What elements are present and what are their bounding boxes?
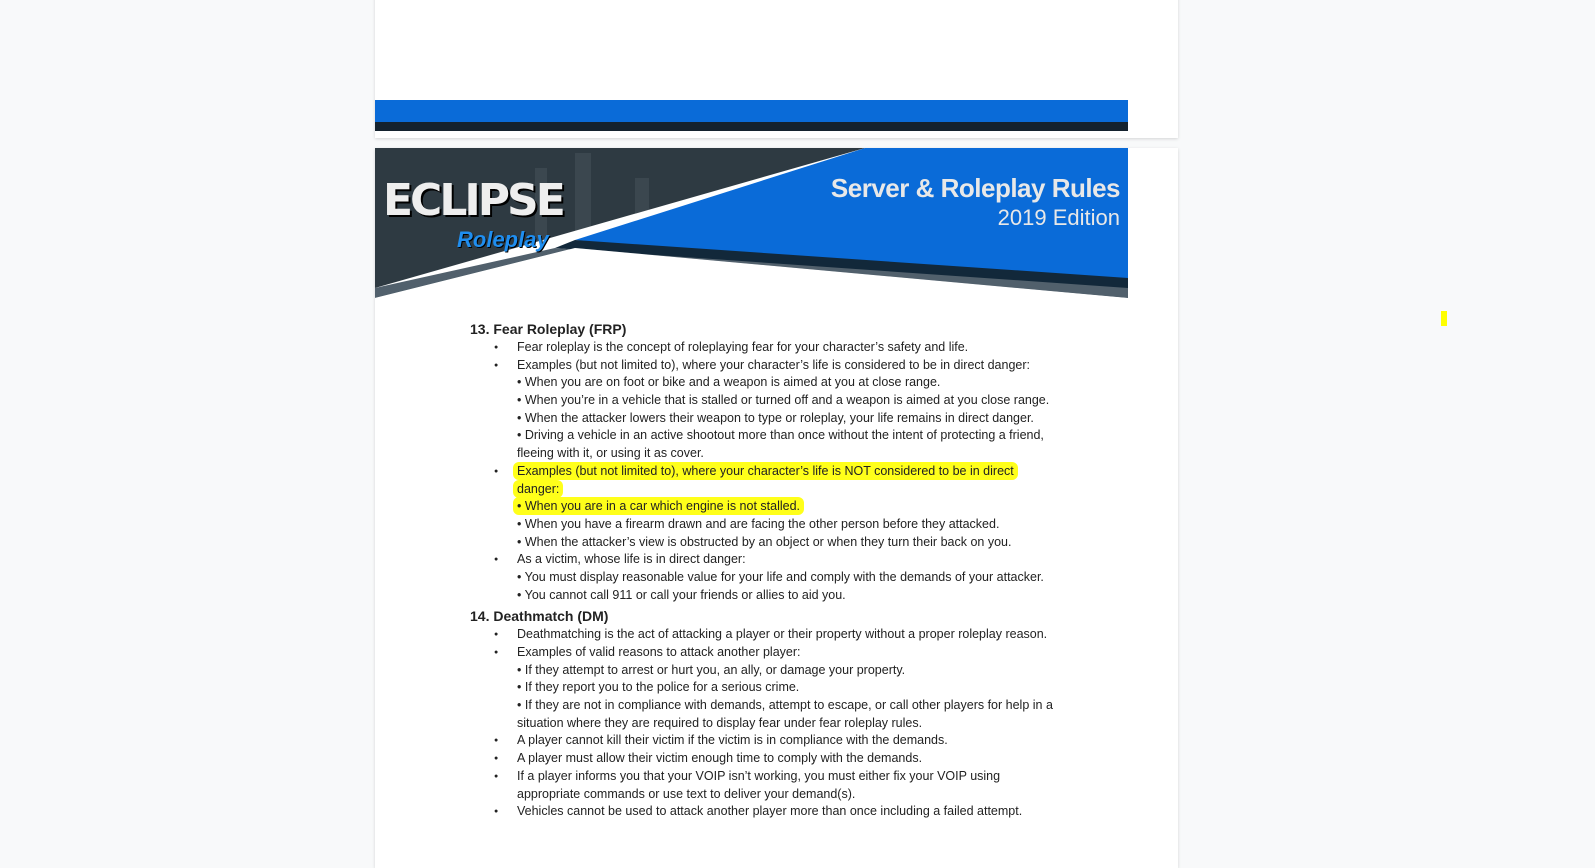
sub-item [470,516,1090,534]
footer-dark-bar [375,122,1128,131]
item-text: • When the attacker’s view is obstructed by an object or when they turn their back on you. [517,534,1012,549]
sub-item [470,715,1090,733]
item-text: • You must display reasonable value for your life and comply with the demands of your attacker. [517,569,1044,584]
sub-item [470,481,1090,499]
bullet-item [470,626,1090,644]
item-text: Vehicles cannot be used to attack another player more than once including a failed attempt. [517,804,1023,819]
logo: ECLIPSE [383,175,563,226]
logo-subtitle: Roleplay [457,227,549,252]
sub-item [470,534,1090,552]
bullet-item [470,644,1090,662]
item-text: Deathmatching is the act of attacking a player or their property without a proper roleplay reason. [517,627,1048,642]
item-text: A player must allow their victim enough time to comply with the demands. [517,751,923,766]
item-text: situation where they are required to display fear under fear roleplay rules. [517,715,923,730]
item-text: fleeing with it, or using it as cover. [517,446,704,461]
bullet-item [470,463,1090,481]
item-text: Examples (but not limited to), where your character’s life is NOT considered to be in direct [513,462,1018,480]
sub-item [470,374,1090,392]
sub-item [470,392,1090,410]
item-text: appropriate commands or use text to deliver your demand(s). [517,786,856,801]
sub-item [470,445,1090,463]
item-text: • When the attacker lowers their weapon to type or roleplay, your life remains in direct danger. [517,410,1034,425]
item-text: • You cannot call 911 or call your friends or allies to aid you. [517,587,846,602]
item-text: • If they report you to the police for a serious crime. [517,680,800,695]
sub-item [470,697,1090,715]
bullet-item [470,803,1090,821]
item-text: As a victim, whose life is in direct danger: [517,552,746,567]
sub-item [470,662,1090,680]
item-text: • When you have a firearm drawn and are facing the other person before they attacked. [517,516,1000,531]
sub-item [470,786,1090,804]
item-text: • If they are not in compliance with demands, attempt to escape, or call other players for help in a [517,698,1053,713]
item-text: Examples of valid reasons to attack another player: [517,645,801,659]
bullet-item [470,357,1090,375]
item-text: Examples (but not limited to), where your character’s life is considered to be in direct danger: [517,357,1030,372]
sub-item [470,569,1090,587]
document-page-1 [375,0,1178,138]
sub-item [470,587,1090,605]
document-edition: 2019 Edition [997,205,1120,230]
highlight-mark [1441,311,1447,326]
sub-item [470,498,1090,516]
bullet-item [470,339,1090,357]
item-text: A player cannot kill their victim if the victim is in compliance with the demands. [517,733,948,748]
sub-item [470,427,1090,445]
document-page-2 [375,148,1178,868]
item-text: • When you are on foot or bike and a weapon is aimed at you at close range. [517,375,941,390]
item-text: danger: [513,480,563,498]
section-heading: 13. Fear Roleplay (FRP) [470,321,627,337]
item-text: If a player informs you that your VOIP isn’t working, you must either fix your VOIP using [517,768,1001,783]
item-text: • If they attempt to arrest or hurt you, an ally, or damage your property. [517,662,906,677]
item-text: • When you are in a car which engine is not stalled. [513,497,804,515]
bullet-item [470,750,1090,768]
bullet-item [470,551,1090,569]
document-body [470,320,1090,821]
item-text: Fear roleplay is the concept of roleplaying fear for your character’s safety and life. [517,340,969,354]
bullet-item [470,732,1090,750]
sub-item [470,410,1090,428]
item-text: • When you’re in a vehicle that is stalled or turned off and a weapon is aimed at you close range. [517,393,1050,408]
sub-item [470,679,1090,697]
document-title: Server & Roleplay Rules [830,173,1120,203]
bullet-item [470,768,1090,786]
item-text: • Driving a vehicle in an active shootout more than once without the intent of protecting a friend, [517,428,1044,443]
section-heading: 14. Deathmatch (DM) [470,608,609,625]
